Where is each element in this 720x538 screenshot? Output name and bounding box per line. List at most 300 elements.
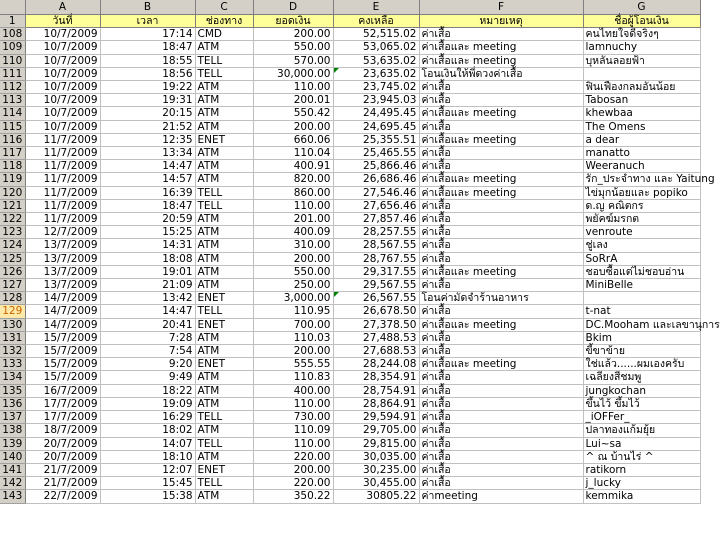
cell-sender[interactable]: พยัคฆ์มรกต (583, 213, 700, 226)
cell-date[interactable]: 17/7/2009 (25, 397, 100, 410)
cell-balance[interactable]: 25,355.51 (333, 133, 419, 146)
cell-sender[interactable]: ด.ญ คณิตกร (583, 199, 700, 212)
cell-time[interactable]: 20:15 (100, 107, 195, 120)
cell-amount[interactable]: 570.00 (253, 54, 333, 67)
cell-amount[interactable]: 200.00 (253, 345, 333, 358)
cell-balance[interactable]: 28,767.55 (333, 252, 419, 265)
cell-note[interactable]: ค่าเสื้อ (419, 226, 583, 239)
row-header[interactable]: 108 (0, 28, 25, 41)
cell-sender[interactable]: ชอบซื้อแต่ไม่ชอบอ่าน (583, 265, 700, 278)
cell-sender[interactable]: t-nat (583, 305, 700, 318)
row-header[interactable]: 114 (0, 107, 25, 120)
cell-channel[interactable]: ATM (195, 147, 253, 160)
cell-sender[interactable]: DC.Mooham และเลขานุการ (583, 318, 700, 331)
cell-note[interactable]: ค่าเสื้อ (419, 450, 583, 463)
cell-amount[interactable]: 110.04 (253, 147, 333, 160)
cell-sender[interactable]: manatto (583, 147, 700, 160)
cell-sender[interactable]: SoRrA (583, 252, 700, 265)
cell-time[interactable]: 18:47 (100, 41, 195, 54)
cell-balance[interactable]: 30,455.00 (333, 477, 419, 490)
cell-note[interactable]: ค่าเสื้อ (419, 477, 583, 490)
cell-sender[interactable]: คนไทยใจดีจริงๆ (583, 28, 700, 41)
cell-amount[interactable]: 110.00 (253, 199, 333, 212)
cell-note[interactable]: ค่าเสื้อและ meeting (419, 54, 583, 67)
cell-note[interactable]: ค่าเสื้อและ meeting (419, 107, 583, 120)
cell-note[interactable]: ค่าmeeting (419, 490, 583, 503)
row-header[interactable]: 116 (0, 133, 25, 146)
row-header[interactable]: 117 (0, 147, 25, 160)
cell-balance[interactable]: 30,235.00 (333, 463, 419, 476)
cell-channel[interactable]: TELL (195, 411, 253, 424)
cell-channel[interactable]: ATM (195, 371, 253, 384)
cell-sender[interactable]: MiniBelle (583, 279, 700, 292)
cell-note[interactable]: ค่าเสื้อ (419, 437, 583, 450)
cell-note[interactable]: โอนเงินให้พี่ดวงค่าเสื้อ (419, 67, 583, 80)
cell-note[interactable]: ค่าเสื้อและ meeting (419, 186, 583, 199)
cell-date[interactable]: 10/7/2009 (25, 54, 100, 67)
cell-time[interactable]: 16:39 (100, 186, 195, 199)
row-header[interactable]: 121 (0, 199, 25, 212)
header-cell-time[interactable]: เวลา (100, 15, 195, 28)
cell-note[interactable]: ค่าเสื้อและ meeting (419, 358, 583, 371)
cell-amount[interactable]: 110.00 (253, 397, 333, 410)
cell-channel[interactable]: ATM (195, 384, 253, 397)
row-header[interactable]: 133 (0, 358, 25, 371)
cell-note[interactable]: ค่าเสื้อและ meeting (419, 133, 583, 146)
cell-sender[interactable]: Bkim (583, 331, 700, 344)
cell-amount[interactable]: 110.03 (253, 331, 333, 344)
cell-balance[interactable]: 29,567.55 (333, 279, 419, 292)
row-header[interactable]: 115 (0, 120, 25, 133)
row-header[interactable]: 128 (0, 292, 25, 305)
cell-note[interactable]: ค่าเสื้อและ meeting (419, 41, 583, 54)
column-header-c[interactable]: C (195, 0, 253, 15)
cell-date[interactable]: 15/7/2009 (25, 358, 100, 371)
cell-amount[interactable]: 400.00 (253, 384, 333, 397)
cell-time[interactable]: 18:10 (100, 450, 195, 463)
cell-sender[interactable]: jungkochan (583, 384, 700, 397)
cell-date[interactable]: 10/7/2009 (25, 81, 100, 94)
cell-balance[interactable]: 30805.22 (333, 490, 419, 503)
cell-amount[interactable]: 220.00 (253, 477, 333, 490)
cell-time[interactable]: 7:54 (100, 345, 195, 358)
cell-note[interactable]: ค่าเสื้อและ meeting (419, 318, 583, 331)
cell-amount[interactable]: 550.42 (253, 107, 333, 120)
row-header[interactable]: 124 (0, 239, 25, 252)
cell-sender[interactable]: venroute (583, 226, 700, 239)
cell-date[interactable]: 15/7/2009 (25, 371, 100, 384)
cell-time[interactable]: 19:01 (100, 265, 195, 278)
cell-sender[interactable]: รัก_ประจำทาง และ Yaitung (583, 173, 700, 186)
cell-sender[interactable]: kemmika (583, 490, 700, 503)
row-header[interactable]: 131 (0, 331, 25, 344)
row-header[interactable]: 119 (0, 173, 25, 186)
cell-balance[interactable]: 23,635.02 (333, 67, 419, 80)
cell-channel[interactable]: ATM (195, 331, 253, 344)
cell-time[interactable]: 18:56 (100, 67, 195, 80)
cell-amount[interactable]: 220.00 (253, 450, 333, 463)
header-cell-channel[interactable]: ช่องทาง (195, 15, 253, 28)
cell-amount[interactable]: 110.09 (253, 424, 333, 437)
cell-channel[interactable]: ATM (195, 397, 253, 410)
cell-channel[interactable]: TELL (195, 67, 253, 80)
cell-amount[interactable]: 110.00 (253, 81, 333, 94)
cell-date[interactable]: 10/7/2009 (25, 41, 100, 54)
cell-date[interactable]: 15/7/2009 (25, 345, 100, 358)
cell-time[interactable]: 16:29 (100, 411, 195, 424)
cell-sender[interactable]: ฟินเฟืองกลมอันน้อย (583, 81, 700, 94)
cell-time[interactable]: 21:52 (100, 120, 195, 133)
cell-amount[interactable]: 400.91 (253, 160, 333, 173)
cell-balance[interactable]: 29,594.91 (333, 411, 419, 424)
cell-sender[interactable]: a dear (583, 133, 700, 146)
cell-time[interactable]: 12:35 (100, 133, 195, 146)
column-header-a[interactable]: A (25, 0, 100, 15)
cell-note[interactable]: โอนค่ามัดจำร้านอาหาร (419, 292, 583, 305)
cell-date[interactable]: 17/7/2009 (25, 411, 100, 424)
row-header[interactable]: 137 (0, 411, 25, 424)
cell-channel[interactable]: ATM (195, 173, 253, 186)
row-header[interactable]: 130 (0, 318, 25, 331)
row-header[interactable]: 109 (0, 41, 25, 54)
cell-date[interactable]: 10/7/2009 (25, 67, 100, 80)
cell-time[interactable]: 13:34 (100, 147, 195, 160)
cell-date[interactable]: 14/7/2009 (25, 305, 100, 318)
select-all-corner[interactable] (0, 0, 25, 15)
cell-channel[interactable]: ATM (195, 120, 253, 133)
header-cell-amount[interactable]: ยอดเงิน (253, 15, 333, 28)
cell-balance[interactable]: 28,244.08 (333, 358, 419, 371)
cell-sender[interactable] (583, 67, 700, 80)
column-header-b[interactable]: B (100, 0, 195, 15)
cell-channel[interactable]: ENET (195, 463, 253, 476)
cell-channel[interactable]: ATM (195, 213, 253, 226)
cell-time[interactable]: 19:22 (100, 81, 195, 94)
cell-amount[interactable]: 550.00 (253, 41, 333, 54)
cell-note[interactable]: ค่าเสื้อ (419, 239, 583, 252)
cell-amount[interactable]: 730.00 (253, 411, 333, 424)
cell-channel[interactable]: TELL (195, 437, 253, 450)
cell-time[interactable]: 18:02 (100, 424, 195, 437)
cell-channel[interactable]: ATM (195, 107, 253, 120)
cell-balance[interactable]: 29,815.00 (333, 437, 419, 450)
cell-channel[interactable]: TELL (195, 199, 253, 212)
cell-date[interactable]: 15/7/2009 (25, 331, 100, 344)
cell-time[interactable]: 19:31 (100, 94, 195, 107)
cell-balance[interactable]: 53,065.02 (333, 41, 419, 54)
cell-note[interactable]: ค่าเสื้อ (419, 424, 583, 437)
cell-date[interactable]: 18/7/2009 (25, 424, 100, 437)
cell-time[interactable]: 7:28 (100, 331, 195, 344)
cell-balance[interactable]: 29,317.55 (333, 265, 419, 278)
cell-note[interactable]: ค่าเสื้อ (419, 397, 583, 410)
row-header[interactable]: 129 (0, 305, 25, 318)
cell-date[interactable]: 13/7/2009 (25, 252, 100, 265)
cell-date[interactable]: 20/7/2009 (25, 450, 100, 463)
row-header[interactable]: 113 (0, 94, 25, 107)
column-header-e[interactable]: E (333, 0, 419, 15)
cell-balance[interactable]: 24,495.45 (333, 107, 419, 120)
cell-amount[interactable]: 200.01 (253, 94, 333, 107)
row-header[interactable]: 143 (0, 490, 25, 503)
cell-channel[interactable]: ATM (195, 226, 253, 239)
cell-sender[interactable]: บุหลันลอยฟ้า (583, 54, 700, 67)
cell-sender[interactable]: ชู่เลง (583, 239, 700, 252)
cell-sender[interactable]: ขึ้นไว้ ขึ้มไว้ (583, 397, 700, 410)
cell-note[interactable]: ค่าเสื้อ (419, 199, 583, 212)
cell-channel[interactable]: TELL (195, 305, 253, 318)
cell-channel[interactable]: ATM (195, 450, 253, 463)
cell-balance[interactable]: 53,635.02 (333, 54, 419, 67)
cell-note[interactable]: ค่าเสื้อ (419, 147, 583, 160)
cell-amount[interactable]: 200.00 (253, 252, 333, 265)
cell-date[interactable]: 11/7/2009 (25, 213, 100, 226)
cell-date[interactable]: 11/7/2009 (25, 147, 100, 160)
row-header[interactable]: 140 (0, 450, 25, 463)
cell-date[interactable]: 10/7/2009 (25, 28, 100, 41)
cell-note[interactable]: ค่าเสื้อและ meeting (419, 173, 583, 186)
cell-note[interactable]: ค่าเสื้อ (419, 371, 583, 384)
cell-amount[interactable]: 30,000.00 (253, 67, 333, 80)
cell-balance[interactable]: 24,695.45 (333, 120, 419, 133)
cell-balance[interactable]: 52,515.02 (333, 28, 419, 41)
row-header[interactable]: 138 (0, 424, 25, 437)
cell-balance[interactable]: 28,567.55 (333, 239, 419, 252)
cell-time[interactable]: 20:59 (100, 213, 195, 226)
cell-balance[interactable]: 26,567.55 (333, 292, 419, 305)
cell-amount[interactable]: 200.00 (253, 28, 333, 41)
row-header[interactable]: 136 (0, 397, 25, 410)
column-header-g[interactable]: G (583, 0, 700, 15)
cell-sender[interactable]: _iOFFer_ (583, 411, 700, 424)
cell-amount[interactable]: 3,000.00 (253, 292, 333, 305)
cell-sender[interactable]: เฉลียงสีชมพู (583, 371, 700, 384)
cell-channel[interactable]: ATM (195, 160, 253, 173)
cell-sender[interactable]: ไข่มุกน้อยและ popiko (583, 186, 700, 199)
row-header[interactable]: 123 (0, 226, 25, 239)
cell-amount[interactable]: 660.06 (253, 133, 333, 146)
row-header[interactable]: 118 (0, 160, 25, 173)
cell-channel[interactable]: ATM (195, 279, 253, 292)
cell-date[interactable]: 16/7/2009 (25, 384, 100, 397)
cell-channel[interactable]: ATM (195, 41, 253, 54)
cell-time[interactable]: 20:41 (100, 318, 195, 331)
cell-time[interactable]: 21:09 (100, 279, 195, 292)
row-header[interactable]: 135 (0, 384, 25, 397)
cell-date[interactable]: 14/7/2009 (25, 318, 100, 331)
cell-balance[interactable]: 28,354.91 (333, 371, 419, 384)
row-header[interactable]: 125 (0, 252, 25, 265)
cell-balance[interactable]: 27,378.50 (333, 318, 419, 331)
cell-date[interactable]: 21/7/2009 (25, 477, 100, 490)
cell-channel[interactable]: TELL (195, 477, 253, 490)
cell-amount[interactable]: 820.00 (253, 173, 333, 186)
row-header[interactable]: 112 (0, 81, 25, 94)
cell-channel[interactable]: ENET (195, 358, 253, 371)
cell-date[interactable]: 10/7/2009 (25, 120, 100, 133)
cell-balance[interactable]: 28,257.55 (333, 226, 419, 239)
header-cell-balance[interactable]: คงเหลือ (333, 15, 419, 28)
cell-date[interactable]: 11/7/2009 (25, 186, 100, 199)
cell-amount[interactable]: 400.09 (253, 226, 333, 239)
cell-channel[interactable]: ENET (195, 133, 253, 146)
cell-balance[interactable]: 23,745.02 (333, 81, 419, 94)
row-header[interactable]: 139 (0, 437, 25, 450)
cell-sender[interactable] (583, 292, 700, 305)
row-header[interactable]: 132 (0, 345, 25, 358)
cell-balance[interactable]: 27,688.53 (333, 345, 419, 358)
cell-balance[interactable]: 25,465.55 (333, 147, 419, 160)
cell-date[interactable]: 11/7/2009 (25, 173, 100, 186)
row-header[interactable]: 142 (0, 477, 25, 490)
cell-time[interactable]: 15:25 (100, 226, 195, 239)
cell-amount[interactable]: 700.00 (253, 318, 333, 331)
cell-sender[interactable]: ปลาทองแก้มยุ้ย (583, 424, 700, 437)
cell-amount[interactable]: 200.00 (253, 463, 333, 476)
cell-balance[interactable]: 23,945.03 (333, 94, 419, 107)
cell-amount[interactable]: 250.00 (253, 279, 333, 292)
cell-amount[interactable]: 310.00 (253, 239, 333, 252)
cell-channel[interactable]: ATM (195, 252, 253, 265)
cell-sender[interactable]: ขี้ขาข้าย (583, 345, 700, 358)
cell-sender[interactable]: ratikorn (583, 463, 700, 476)
row-header[interactable]: 141 (0, 463, 25, 476)
cell-time[interactable]: 15:38 (100, 490, 195, 503)
cell-sender[interactable]: j_lucky (583, 477, 700, 490)
cell-time[interactable]: 12:07 (100, 463, 195, 476)
cell-balance[interactable]: 28,864.91 (333, 397, 419, 410)
cell-date[interactable]: 11/7/2009 (25, 133, 100, 146)
cell-note[interactable]: ค่าเสื้อ (419, 213, 583, 226)
row-header[interactable]: 134 (0, 371, 25, 384)
column-header-f[interactable]: F (419, 0, 583, 15)
cell-amount[interactable]: 550.00 (253, 265, 333, 278)
cell-sender[interactable]: The Omens (583, 120, 700, 133)
cell-time[interactable]: 14:47 (100, 305, 195, 318)
cell-date[interactable]: 13/7/2009 (25, 279, 100, 292)
cell-balance[interactable]: 28,754.91 (333, 384, 419, 397)
cell-balance[interactable]: 26,686.46 (333, 173, 419, 186)
cell-note[interactable]: ค่าเสื้อ (419, 28, 583, 41)
cell-note[interactable]: ค่าเสื้อ (419, 463, 583, 476)
cell-date[interactable]: 13/7/2009 (25, 265, 100, 278)
cell-amount[interactable]: 110.83 (253, 371, 333, 384)
cell-balance[interactable]: 29,705.00 (333, 424, 419, 437)
cell-channel[interactable]: ATM (195, 424, 253, 437)
cell-sender[interactable]: ^ ณ บ้านไร่ ^ (583, 450, 700, 463)
header-cell-note[interactable]: หมายเหตุ (419, 15, 583, 28)
cell-date[interactable]: 22/7/2009 (25, 490, 100, 503)
cell-amount[interactable]: 110.00 (253, 437, 333, 450)
cell-balance[interactable]: 25,866.46 (333, 160, 419, 173)
cell-date[interactable]: 13/7/2009 (25, 239, 100, 252)
cell-sender[interactable]: khewbaa (583, 107, 700, 120)
cell-amount[interactable]: 201.00 (253, 213, 333, 226)
cell-amount[interactable]: 110.95 (253, 305, 333, 318)
cell-time[interactable]: 15:45 (100, 477, 195, 490)
cell-amount[interactable]: 555.55 (253, 358, 333, 371)
cell-channel[interactable]: TELL (195, 186, 253, 199)
cell-balance[interactable]: 27,857.46 (333, 213, 419, 226)
cell-balance[interactable]: 27,546.46 (333, 186, 419, 199)
cell-channel[interactable]: ENET (195, 318, 253, 331)
cell-note[interactable]: ค่าเสื้อ (419, 94, 583, 107)
row-header[interactable]: 111 (0, 67, 25, 80)
header-cell-date[interactable]: วันที่ (25, 15, 100, 28)
cell-time[interactable]: 14:31 (100, 239, 195, 252)
cell-balance[interactable]: 27,488.53 (333, 331, 419, 344)
row-header[interactable]: 126 (0, 265, 25, 278)
cell-note[interactable]: ค่าเสื้อ (419, 411, 583, 424)
cell-channel[interactable]: TELL (195, 54, 253, 67)
cell-date[interactable]: 12/7/2009 (25, 226, 100, 239)
row-header[interactable]: 110 (0, 54, 25, 67)
cell-sender[interactable]: Weeranuch (583, 160, 700, 173)
cell-time[interactable]: 14:57 (100, 173, 195, 186)
cell-date[interactable]: 14/7/2009 (25, 292, 100, 305)
cell-channel[interactable]: ATM (195, 265, 253, 278)
cell-note[interactable]: ค่าเสื้อ (419, 345, 583, 358)
cell-note[interactable]: ค่าเสื้อ (419, 160, 583, 173)
cell-amount[interactable]: 200.00 (253, 120, 333, 133)
cell-date[interactable]: 21/7/2009 (25, 463, 100, 476)
cell-date[interactable]: 11/7/2009 (25, 160, 100, 173)
cell-note[interactable]: ค่าเสื้อ (419, 384, 583, 397)
row-header[interactable]: 1 (0, 15, 25, 28)
cell-balance[interactable]: 26,678.50 (333, 305, 419, 318)
cell-note[interactable]: ค่าเสื้อ (419, 331, 583, 344)
cell-channel[interactable]: ATM (195, 81, 253, 94)
cell-time[interactable]: 18:47 (100, 199, 195, 212)
cell-sender[interactable]: Tabosan (583, 94, 700, 107)
cell-time[interactable]: 17:14 (100, 28, 195, 41)
cell-time[interactable]: 9:49 (100, 371, 195, 384)
column-header-d[interactable]: D (253, 0, 333, 15)
row-header[interactable]: 122 (0, 213, 25, 226)
cell-time[interactable]: 14:07 (100, 437, 195, 450)
row-header[interactable]: 120 (0, 186, 25, 199)
cell-note[interactable]: ค่าเสื้อ (419, 305, 583, 318)
cell-date[interactable]: 11/7/2009 (25, 199, 100, 212)
cell-note[interactable]: ค่าเสื้อ (419, 81, 583, 94)
cell-amount[interactable]: 860.00 (253, 186, 333, 199)
cell-channel[interactable]: ATM (195, 239, 253, 252)
cell-time[interactable]: 19:09 (100, 397, 195, 410)
cell-channel[interactable]: ATM (195, 490, 253, 503)
cell-date[interactable]: 20/7/2009 (25, 437, 100, 450)
cell-sender[interactable]: lamnuchy (583, 41, 700, 54)
header-cell-sender[interactable]: ชื่อผู้โอนเงิน (583, 15, 700, 28)
cell-note[interactable]: ค่าเสื้อ (419, 279, 583, 292)
cell-balance[interactable]: 30,035.00 (333, 450, 419, 463)
cell-note[interactable]: ค่าเสื้อ (419, 252, 583, 265)
cell-date[interactable]: 10/7/2009 (25, 94, 100, 107)
cell-sender[interactable]: ใช่แล้ว......ผมเองครับ (583, 358, 700, 371)
cell-balance[interactable]: 27,656.46 (333, 199, 419, 212)
cell-time[interactable]: 14:47 (100, 160, 195, 173)
cell-time[interactable]: 9:20 (100, 358, 195, 371)
cell-channel[interactable]: ATM (195, 94, 253, 107)
cell-sender[interactable]: Lui~sa (583, 437, 700, 450)
cell-time[interactable]: 18:55 (100, 54, 195, 67)
cell-time[interactable]: 18:22 (100, 384, 195, 397)
cell-channel[interactable]: CMD (195, 28, 253, 41)
cell-note[interactable]: ค่าเสื้อ (419, 120, 583, 133)
cell-amount[interactable]: 350.22 (253, 490, 333, 503)
cell-time[interactable]: 13:42 (100, 292, 195, 305)
cell-time[interactable]: 18:08 (100, 252, 195, 265)
cell-note[interactable]: ค่าเสื้อและ meeting (419, 265, 583, 278)
